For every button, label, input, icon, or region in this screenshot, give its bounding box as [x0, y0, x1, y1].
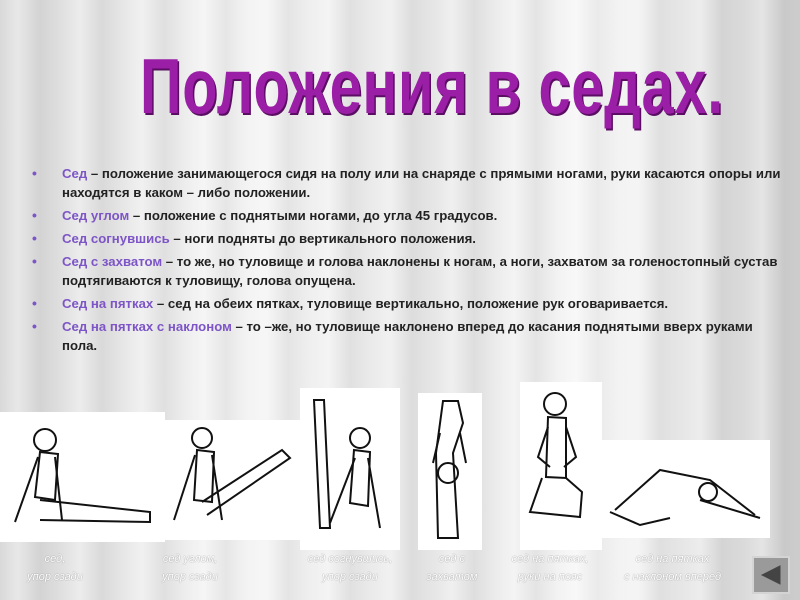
caption-line: сед на пятках: [635, 553, 710, 565]
caption-sed-sognuvshis: [290, 550, 410, 586]
term: Сед согнувшись: [62, 231, 170, 246]
figure-sed-sognuvshis: [300, 388, 400, 550]
sitting-figure-illustration: [0, 412, 165, 542]
list-item: [30, 229, 790, 248]
kneeling-sit-figure-illustration: [520, 382, 602, 550]
caption-line: сед на пятках,: [511, 553, 589, 565]
caption-line: с наклоном вперед: [623, 571, 722, 583]
bullet-icon: •: [32, 318, 37, 334]
definition: – то же, но туловище и голова наклонены к ногам, а ноги, захватом за голеностопный сустав подтягиваются к туловищу, голова опущена.: [62, 254, 778, 288]
term: Сед на пятках: [62, 296, 154, 311]
caption-line: сед,: [44, 553, 66, 565]
definition: – положение с поднятыми ногами, до угла 45 градусов.: [129, 208, 498, 223]
caption-line: упор сзади: [322, 571, 378, 583]
term: Сед: [62, 166, 88, 181]
pike-sit-figure-illustration: [300, 388, 400, 550]
definition: – сед на обеих пятках, туловище вертикально, положение рук оговаривается.: [153, 296, 669, 311]
tuck-hold-figure-illustration: [418, 393, 482, 550]
definition: – то –же, но туловище наклонено вперед до касания поднятыми вверх руками пола.: [62, 319, 753, 353]
bullet-icon: •: [32, 165, 37, 181]
definition: – ноги подняты до вертикального положения.: [169, 231, 476, 246]
caption-line: упор сзади: [162, 571, 218, 583]
caption-sed-s-zakhvatom: [412, 550, 492, 586]
page-title: Положения в седах.: [140, 42, 724, 130]
bullet-icon: •: [32, 253, 37, 269]
figure-sed-na-pyatkakh: [520, 382, 602, 550]
figure-sed-na-pyatkakh-s-naklonom: [600, 440, 770, 538]
list-item: [30, 206, 790, 225]
caption-sed: [10, 550, 100, 586]
v-sit-figure-illustration: [162, 420, 302, 540]
list-item: [30, 252, 790, 290]
definition: – положение занимающегося сидя на полу или на снаряде с прямыми ногами, руки касаются опоры или находятся в каком – либо положении.: [62, 166, 781, 200]
caption-sed-na-pyatkakh-s-naklonom: [605, 550, 740, 586]
caption-line: захватом: [426, 571, 478, 583]
list-item: [30, 317, 790, 355]
bullet-icon: •: [32, 207, 37, 223]
term: Сед углом: [62, 208, 130, 223]
definitions-list: [30, 164, 790, 359]
back-arrow-icon: [754, 558, 788, 592]
figure-sed-s-zakhvatom: [418, 393, 482, 550]
caption-line: сед согнувшись,: [307, 553, 393, 565]
caption-line: руки на пояс: [517, 571, 583, 583]
figure-sed-uglom: [162, 420, 302, 540]
list-item: [30, 294, 790, 313]
bullet-icon: •: [32, 295, 37, 311]
back-button[interactable]: [752, 556, 790, 594]
caption-sed-na-pyatkakh: [495, 550, 605, 586]
term: Сед с захватом: [62, 254, 163, 269]
caption-line: упор сзади: [27, 571, 83, 583]
caption-sed-uglom: [140, 550, 240, 586]
term: Сед на пятках с наклоном: [62, 319, 232, 334]
kneeling-forward-bend-figure-illustration: [600, 440, 770, 538]
figure-sed: [0, 412, 165, 542]
caption-line: сед с: [438, 553, 466, 565]
list-item: [30, 164, 790, 202]
caption-line: сед углом,: [162, 553, 218, 565]
bullet-icon: •: [32, 230, 37, 246]
